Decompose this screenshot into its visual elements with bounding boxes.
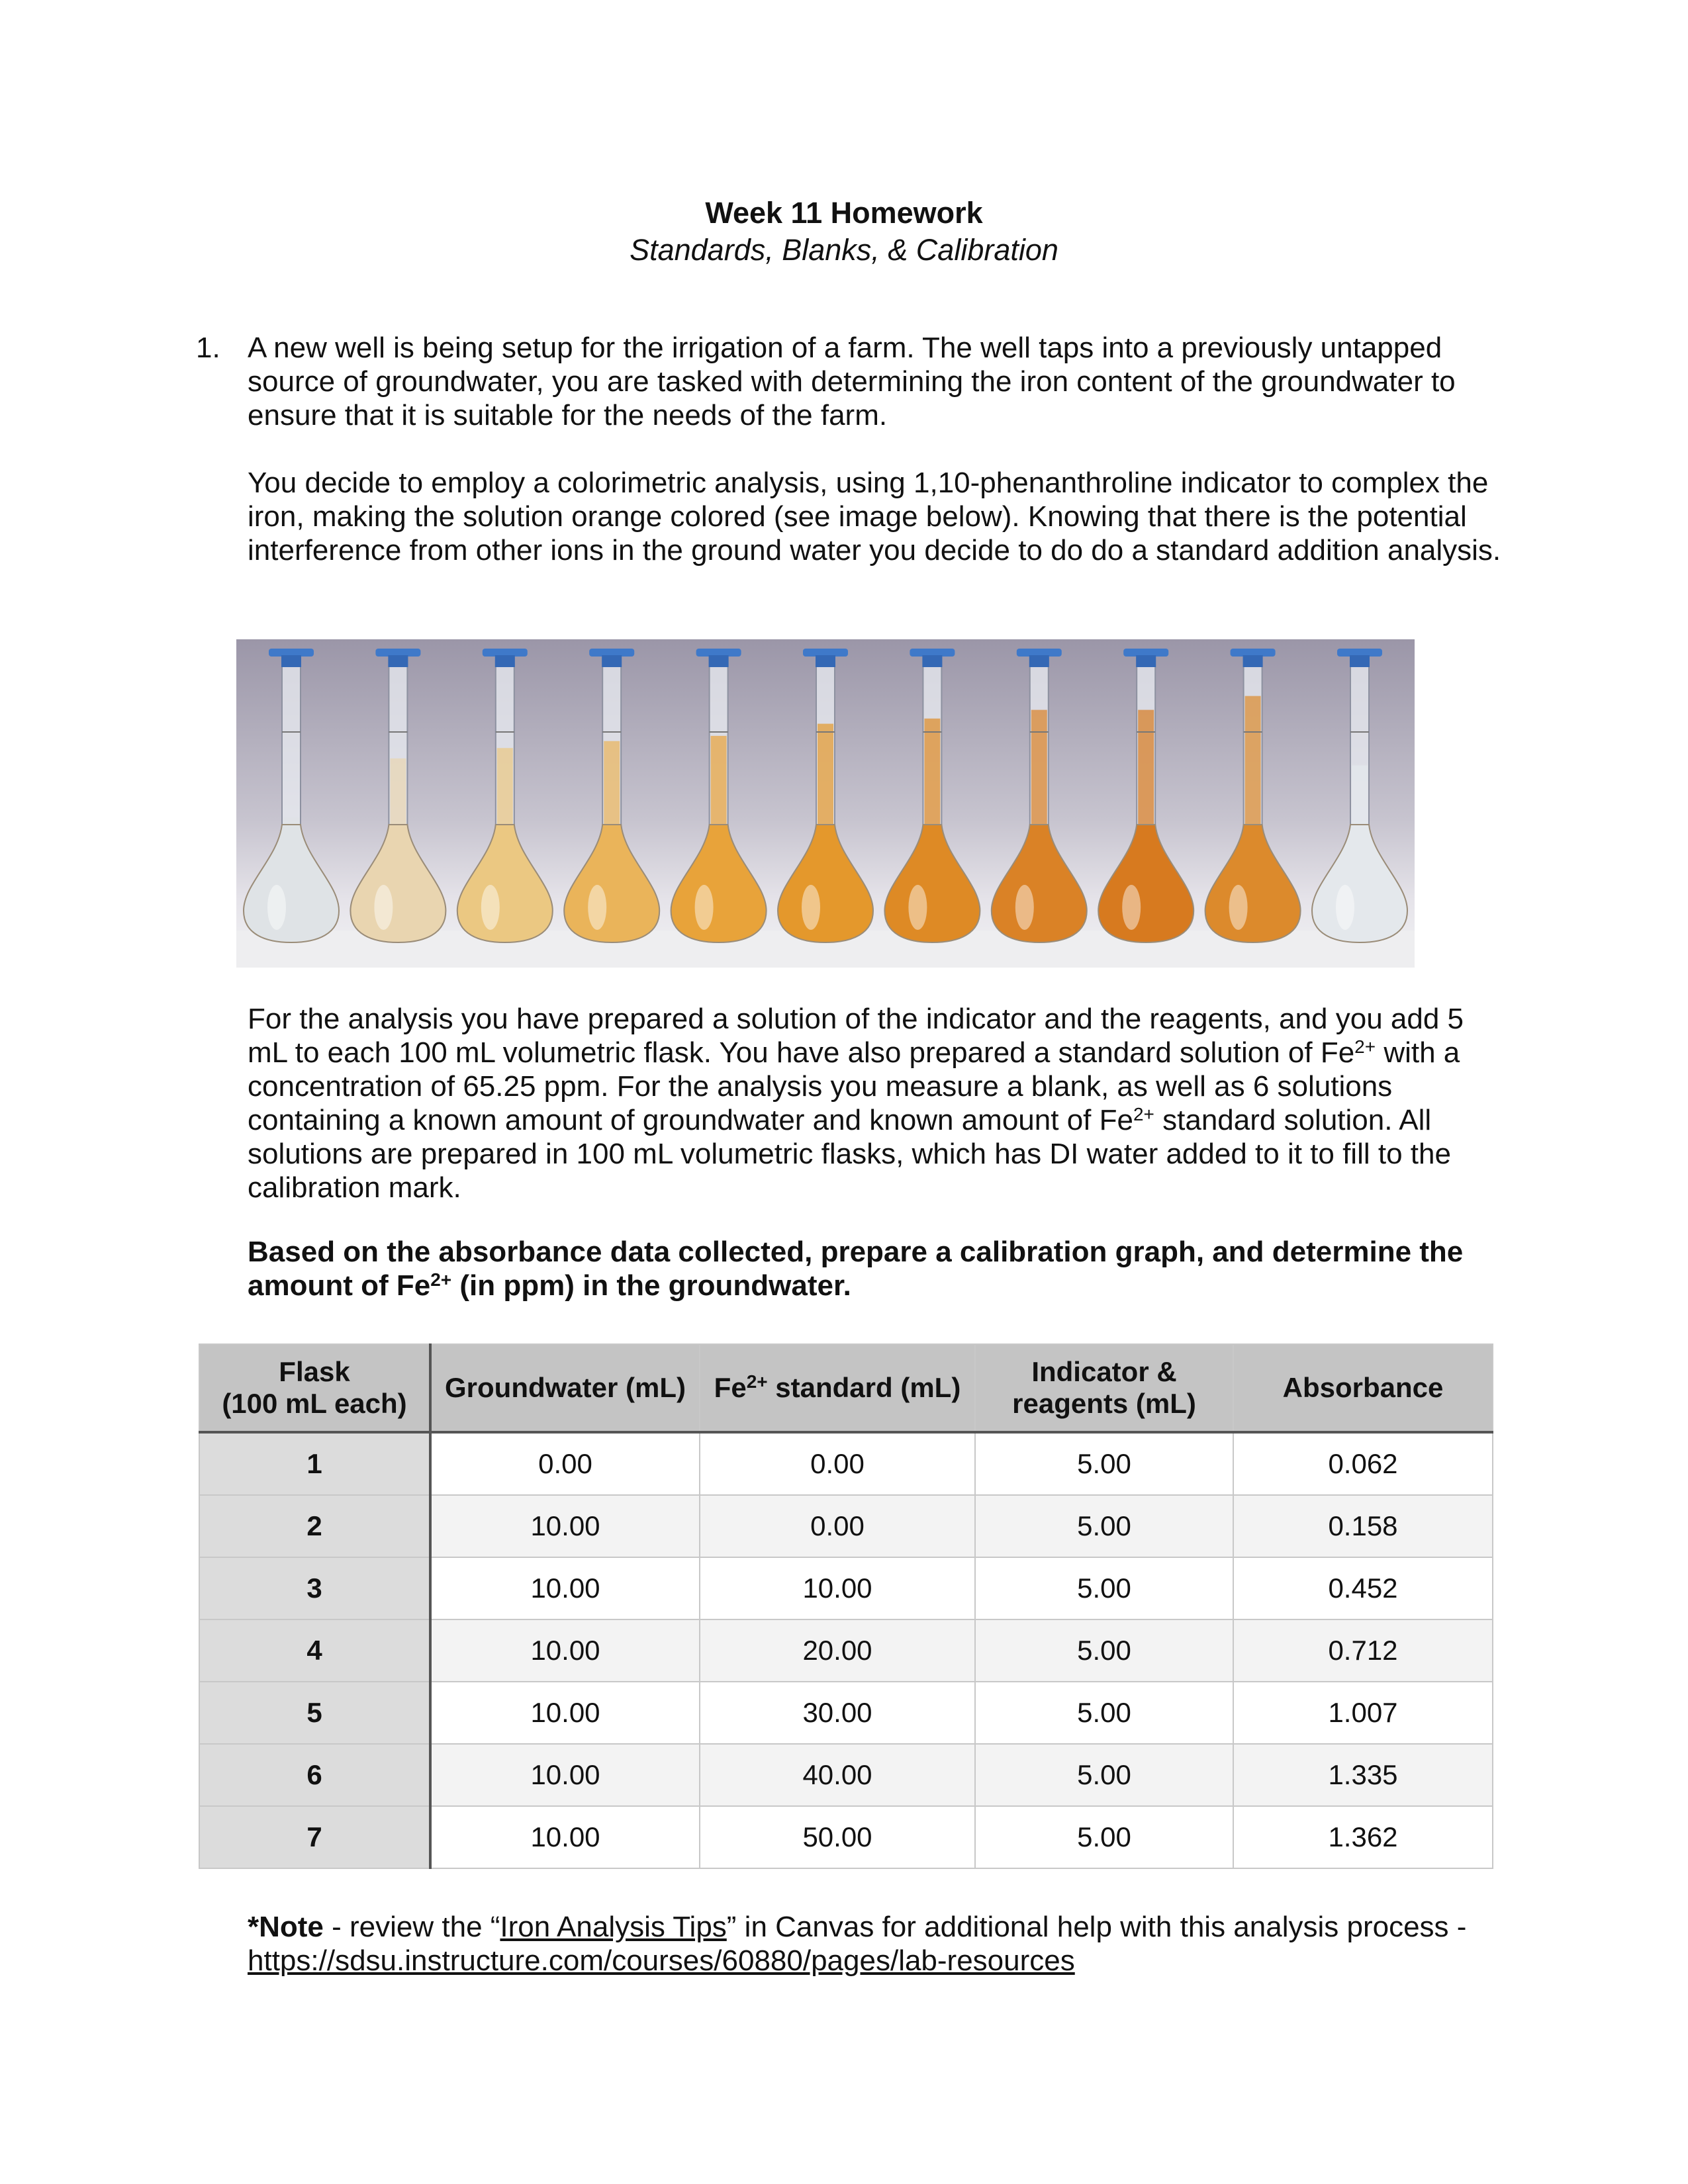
- cell-flask: 4: [199, 1619, 430, 1682]
- cell-flask: 2: [199, 1495, 430, 1557]
- cell-groundwater: 10.00: [430, 1619, 700, 1682]
- cell-groundwater: 10.00: [430, 1806, 700, 1868]
- question-number: 1.: [196, 332, 220, 364]
- cell-indicator: 5.00: [975, 1495, 1233, 1557]
- iron-charge: 2+: [1354, 1036, 1376, 1057]
- cell-fe-standard: 10.00: [700, 1557, 975, 1619]
- cell-groundwater: 10.00: [430, 1495, 700, 1557]
- cell-absorbance: 1.007: [1233, 1682, 1493, 1744]
- cell-flask: 3: [199, 1557, 430, 1619]
- note-text-part2: ” in Canvas for additional help with this analysis process -: [726, 1911, 1467, 1943]
- analysis-text-part1: For the analysis you have prepared a solution of the indicator and the reagents, and you add 5 mL to each 100 mL volumetric flask. You have also prepared a standard solution of Fe: [248, 1003, 1464, 1069]
- header-flask-line2: (100 mL each): [222, 1388, 407, 1419]
- cell-absorbance: 0.158: [1233, 1495, 1493, 1557]
- table-row: [199, 1744, 1493, 1806]
- page-title: Week 11 Homework: [705, 196, 983, 230]
- note-text-part1: - review the “: [323, 1911, 500, 1943]
- flask-series-photo: [236, 639, 1415, 968]
- iron-charge: 2+: [1133, 1104, 1154, 1124]
- cell-fe-standard: 50.00: [700, 1806, 975, 1868]
- note-label: *Note: [248, 1911, 324, 1943]
- header-fe-label: Fe: [714, 1372, 747, 1403]
- header-absorbance: Absorbance: [1233, 1344, 1493, 1432]
- cell-flask: 1: [199, 1432, 430, 1495]
- absorbance-data-table: [199, 1343, 1493, 1869]
- table-row: [199, 1806, 1493, 1868]
- cell-fe-standard: 0.00: [700, 1432, 975, 1495]
- task-text-part1: Based on the absorbance data collected, prepare a calibration graph, and determine the amount of Fe: [248, 1236, 1464, 1302]
- iron-charge: 2+: [746, 1371, 768, 1392]
- table-row: [199, 1619, 1493, 1682]
- header-groundwater: Groundwater (mL): [430, 1344, 700, 1432]
- table-row: [199, 1432, 1493, 1495]
- cell-indicator: 5.00: [975, 1744, 1233, 1806]
- header-fe-suffix: standard (mL): [767, 1372, 961, 1403]
- cell-indicator: 5.00: [975, 1619, 1233, 1682]
- cell-indicator: 5.00: [975, 1557, 1233, 1619]
- cell-groundwater: 10.00: [430, 1682, 700, 1744]
- question-intro: A new well is being setup for the irrigation of a farm. The well taps into a previously untapped source of groundwater, you are tasked with determining the iron content of the groundwater to ensure that it is suitable for the needs of the farm.: [248, 332, 1456, 432]
- cell-indicator: 5.00: [975, 1682, 1233, 1744]
- cell-indicator: 5.00: [975, 1432, 1233, 1495]
- cell-fe-standard: 40.00: [700, 1744, 975, 1806]
- cell-absorbance: 0.452: [1233, 1557, 1493, 1619]
- cell-groundwater: 10.00: [430, 1557, 700, 1619]
- header-indicator-line2: reagents (mL): [1012, 1388, 1196, 1419]
- analysis-text-part3: standard solution. All solutions are prepared in 100 mL volumetric flasks, which has DI water added to it to fill to the calibration mark.: [248, 1104, 1451, 1204]
- lab-resources-link[interactable]: https://sdsu.instructure.com/courses/60880/pages/lab-resources: [248, 1944, 1075, 1977]
- task-statement: [248, 1235, 1505, 1302]
- cell-absorbance: 1.335: [1233, 1744, 1493, 1806]
- header-flask-line1: Flask: [279, 1356, 350, 1387]
- page-subtitle: Standards, Blanks, & Calibration: [630, 233, 1058, 267]
- analysis-text-part2: with a concentration of 65.25 ppm. For the analysis you measure a blank, as well as 6 solutions containing a known amount of groundwater and known amount of Fe: [248, 1036, 1460, 1136]
- table-row: [199, 1682, 1493, 1744]
- question-method: You decide to employ a colorimetric analysis, using 1,10-phenanthroline indicator to complex the iron, making the solution orange colored (see image below). Knowing that there is the potential interference from other ions in the ground water you decide to do do a standard addition analysis.: [248, 467, 1501, 567]
- cell-absorbance: 0.062: [1233, 1432, 1493, 1495]
- header-indicator-line1: Indicator &: [1031, 1356, 1177, 1387]
- cell-absorbance: 1.362: [1233, 1806, 1493, 1868]
- cell-flask: 5: [199, 1682, 430, 1744]
- header-indicator: [975, 1344, 1233, 1432]
- cell-groundwater: 10.00: [430, 1744, 700, 1806]
- iron-analysis-tips-link[interactable]: Iron Analysis Tips: [500, 1911, 727, 1943]
- iron-charge: 2+: [430, 1269, 452, 1290]
- cell-groundwater: 0.00: [430, 1432, 700, 1495]
- analysis-description: [248, 1002, 1505, 1205]
- table-header-row: [199, 1344, 1493, 1432]
- cell-flask: 7: [199, 1806, 430, 1868]
- cell-fe-standard: 20.00: [700, 1619, 975, 1682]
- header-flask: [199, 1344, 430, 1432]
- cell-flask: 6: [199, 1744, 430, 1806]
- cell-fe-standard: 0.00: [700, 1495, 975, 1557]
- task-text-part2: (in ppm) in the groundwater.: [451, 1269, 851, 1302]
- header-fe-standard: [700, 1344, 975, 1432]
- cell-fe-standard: 30.00: [700, 1682, 975, 1744]
- table-row: [199, 1557, 1493, 1619]
- note-paragraph: [248, 1910, 1505, 1978]
- cell-indicator: 5.00: [975, 1806, 1233, 1868]
- table-row: [199, 1495, 1493, 1557]
- cell-absorbance: 0.712: [1233, 1619, 1493, 1682]
